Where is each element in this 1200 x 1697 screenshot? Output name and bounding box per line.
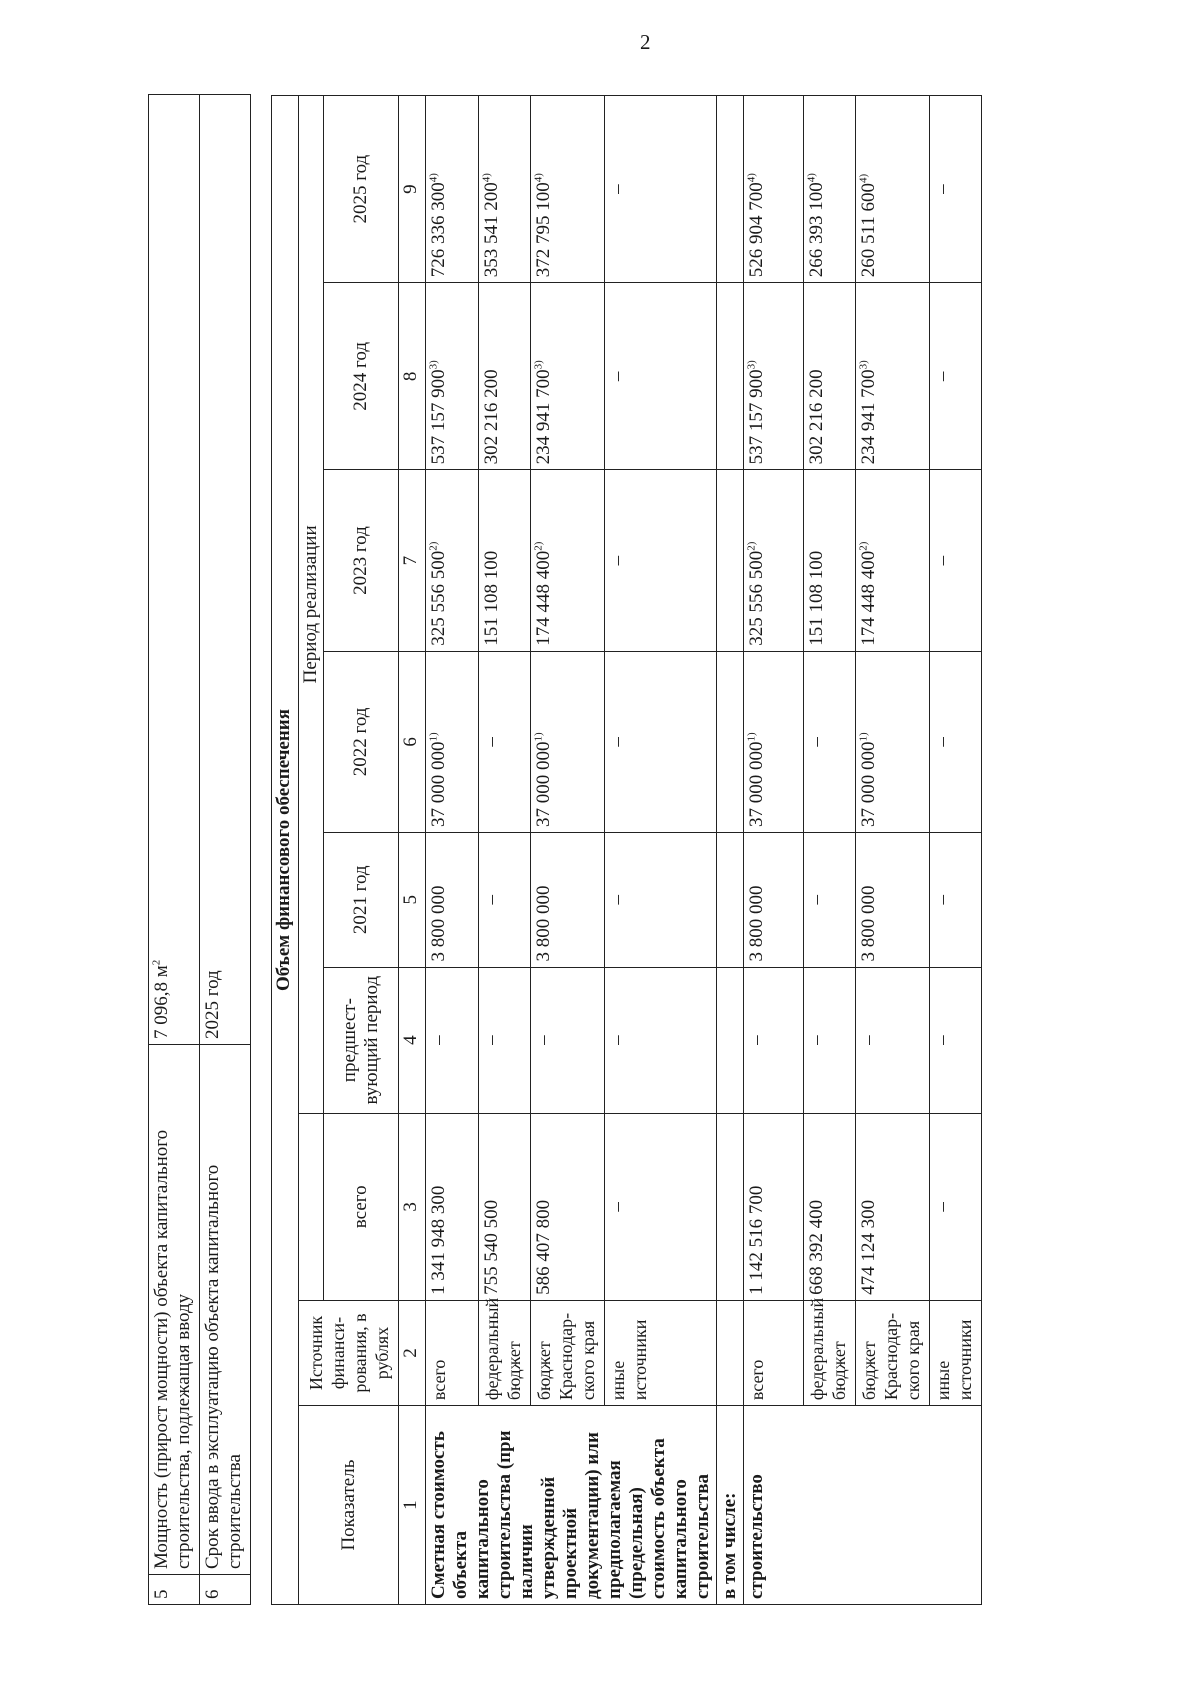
y2023-cell: – <box>605 470 717 651</box>
y2023-cell: 174 448 400$^{2)}$ <box>856 470 930 651</box>
y2021-cell: 3 800 000 <box>744 833 804 968</box>
header-indicator: Показатель <box>299 1406 399 1605</box>
info-row-value: 2025 год <box>200 95 251 1045</box>
y2022-cell: 37 000 000$^{1)}$ <box>744 651 804 832</box>
col-number: 1 <box>399 1406 426 1605</box>
col-number: 4 <box>399 967 426 1113</box>
header-previous: предшест-вующий период <box>324 967 399 1113</box>
total-cell: – <box>605 1113 717 1300</box>
y2025-cell: 266 393 100$^{4)}$ <box>804 96 856 283</box>
y2024-cell: 302 216 200 <box>804 283 856 470</box>
header-2022: 2022 год <box>324 651 399 832</box>
total-cell: 755 540 500 <box>479 1113 531 1300</box>
y2022-cell: – <box>605 651 717 832</box>
col-number: 9 <box>399 96 426 283</box>
info-row-number: 6 <box>200 1575 251 1605</box>
previous-cell: – <box>930 967 982 1113</box>
y2024-cell: 537 157 900$^{3)}$ <box>426 283 479 470</box>
y2022-cell: – <box>930 651 982 832</box>
y2024-cell: 234 941 700$^{3)}$ <box>856 283 930 470</box>
y2024-cell: – <box>605 283 717 470</box>
y2025-cell: 353 541 200$^{4)}$ <box>479 96 531 283</box>
col-number: 8 <box>399 283 426 470</box>
source-cell: всего <box>426 1300 479 1405</box>
header-2023: 2023 год <box>324 470 399 651</box>
y2022-cell: 37 000 000$^{1)}$ <box>531 651 605 832</box>
header-2021: 2021 год <box>324 833 399 968</box>
page-number: 2 <box>640 30 651 54</box>
y2023-cell: 325 556 500$^{2)}$ <box>744 470 804 651</box>
header-2025: 2025 год <box>324 96 399 283</box>
rotated-container <box>148 95 1200 1605</box>
info-row <box>200 95 251 1605</box>
previous-cell: – <box>744 967 804 1113</box>
y2023-cell: 325 556 500$^{2)}$ <box>426 470 479 651</box>
total-cell: 668 392 400 <box>804 1113 856 1300</box>
col-number: 7 <box>399 470 426 651</box>
total-cell: – <box>930 1113 982 1300</box>
previous-cell: – <box>605 967 717 1113</box>
indicator-cell: строительство <box>744 1406 982 1605</box>
y2021-cell: 3 800 000 <box>426 833 479 968</box>
previous-cell: – <box>804 967 856 1113</box>
y2023-cell: 174 448 400$^{2)}$ <box>531 470 605 651</box>
col-number: 2 <box>399 1300 426 1405</box>
header-2024: 2024 год <box>324 283 399 470</box>
table-row <box>605 96 717 1605</box>
finance-table <box>271 95 982 1605</box>
table-row <box>479 96 531 1605</box>
previous-cell: – <box>479 967 531 1113</box>
source-cell: федеральный бюджет <box>479 1300 531 1405</box>
y2021-cell: – <box>605 833 717 968</box>
previous-cell: – <box>426 967 479 1113</box>
y2024-cell: 302 216 200 <box>479 283 531 470</box>
y2025-cell: – <box>930 96 982 283</box>
total-cell: 586 407 800 <box>531 1113 605 1300</box>
y2024-cell: – <box>930 283 982 470</box>
source-cell: федеральный бюджет <box>804 1300 856 1405</box>
previous-cell: – <box>856 967 930 1113</box>
indicator-cell: Сметная стоимость объекта капитального строительства (при наличии утвержденной проектной документации) или предполагаемая (предельная) стоимость объекта капитального строительства <box>426 1406 717 1605</box>
document-body <box>148 95 1200 1605</box>
info-row-value: 7 096,8 $м^2$ <box>149 95 200 1045</box>
info-table <box>148 94 251 1605</box>
source-cell: всего <box>744 1300 804 1405</box>
y2022-cell: 37 000 000$^{1)}$ <box>426 651 479 832</box>
info-row-label: Мощность (прирост мощности) объекта капитального строительства, подлежащая вводу <box>149 1045 200 1575</box>
y2024-cell: 537 157 900$^{3)}$ <box>744 283 804 470</box>
table-row <box>804 96 856 1605</box>
y2021-cell: – <box>804 833 856 968</box>
col-number: 6 <box>399 651 426 832</box>
in-total-label: в том числе: <box>717 1406 744 1605</box>
section-title: Объем финансового обеспечения <box>272 96 299 1605</box>
y2025-cell: 726 336 300$^{4)}$ <box>426 96 479 283</box>
header-source: Источник финанси-рования, в рублях <box>299 1300 399 1405</box>
col-number: 3 <box>399 1113 426 1300</box>
info-row-number: 5 <box>149 1575 200 1605</box>
header-period: Период реализации <box>299 96 324 1114</box>
table-row <box>930 96 982 1605</box>
y2023-cell: 151 108 100 <box>479 470 531 651</box>
header-total: всего <box>324 1113 399 1300</box>
y2025-cell: – <box>605 96 717 283</box>
y2021-cell: – <box>479 833 531 968</box>
total-cell: 474 124 300 <box>856 1113 930 1300</box>
y2021-cell: – <box>930 833 982 968</box>
total-cell: 1 341 948 300 <box>426 1113 479 1300</box>
source-cell: бюджет Краснодар-ского края <box>531 1300 605 1405</box>
source-cell: иные источники <box>930 1300 982 1405</box>
table-row <box>426 96 479 1605</box>
y2021-cell: 3 800 000 <box>531 833 605 968</box>
table-row <box>744 96 804 1605</box>
table-row <box>717 96 744 1605</box>
y2021-cell: 3 800 000 <box>856 833 930 968</box>
previous-cell: – <box>531 967 605 1113</box>
source-cell: бюджет Краснодар-ского края <box>856 1300 930 1405</box>
total-cell: 1 142 516 700 <box>744 1113 804 1300</box>
info-row-label: Срок ввода в эксплуатацию объекта капитального строительства <box>200 1045 251 1575</box>
y2024-cell: 234 941 700$^{3)}$ <box>531 283 605 470</box>
y2025-cell: 260 511 600$^{4)}$ <box>856 96 930 283</box>
source-cell: иные источники <box>605 1300 717 1405</box>
table-row <box>531 96 605 1605</box>
y2022-cell: 37 000 000$^{1)}$ <box>856 651 930 832</box>
y2022-cell: – <box>804 651 856 832</box>
table-row <box>856 96 930 1605</box>
y2023-cell: – <box>930 470 982 651</box>
info-row <box>149 95 200 1605</box>
y2023-cell: 151 108 100 <box>804 470 856 651</box>
col-number: 5 <box>399 833 426 968</box>
y2022-cell: – <box>479 651 531 832</box>
y2025-cell: 372 795 100$^{4)}$ <box>531 96 605 283</box>
y2025-cell: 526 904 700$^{4)}$ <box>744 96 804 283</box>
